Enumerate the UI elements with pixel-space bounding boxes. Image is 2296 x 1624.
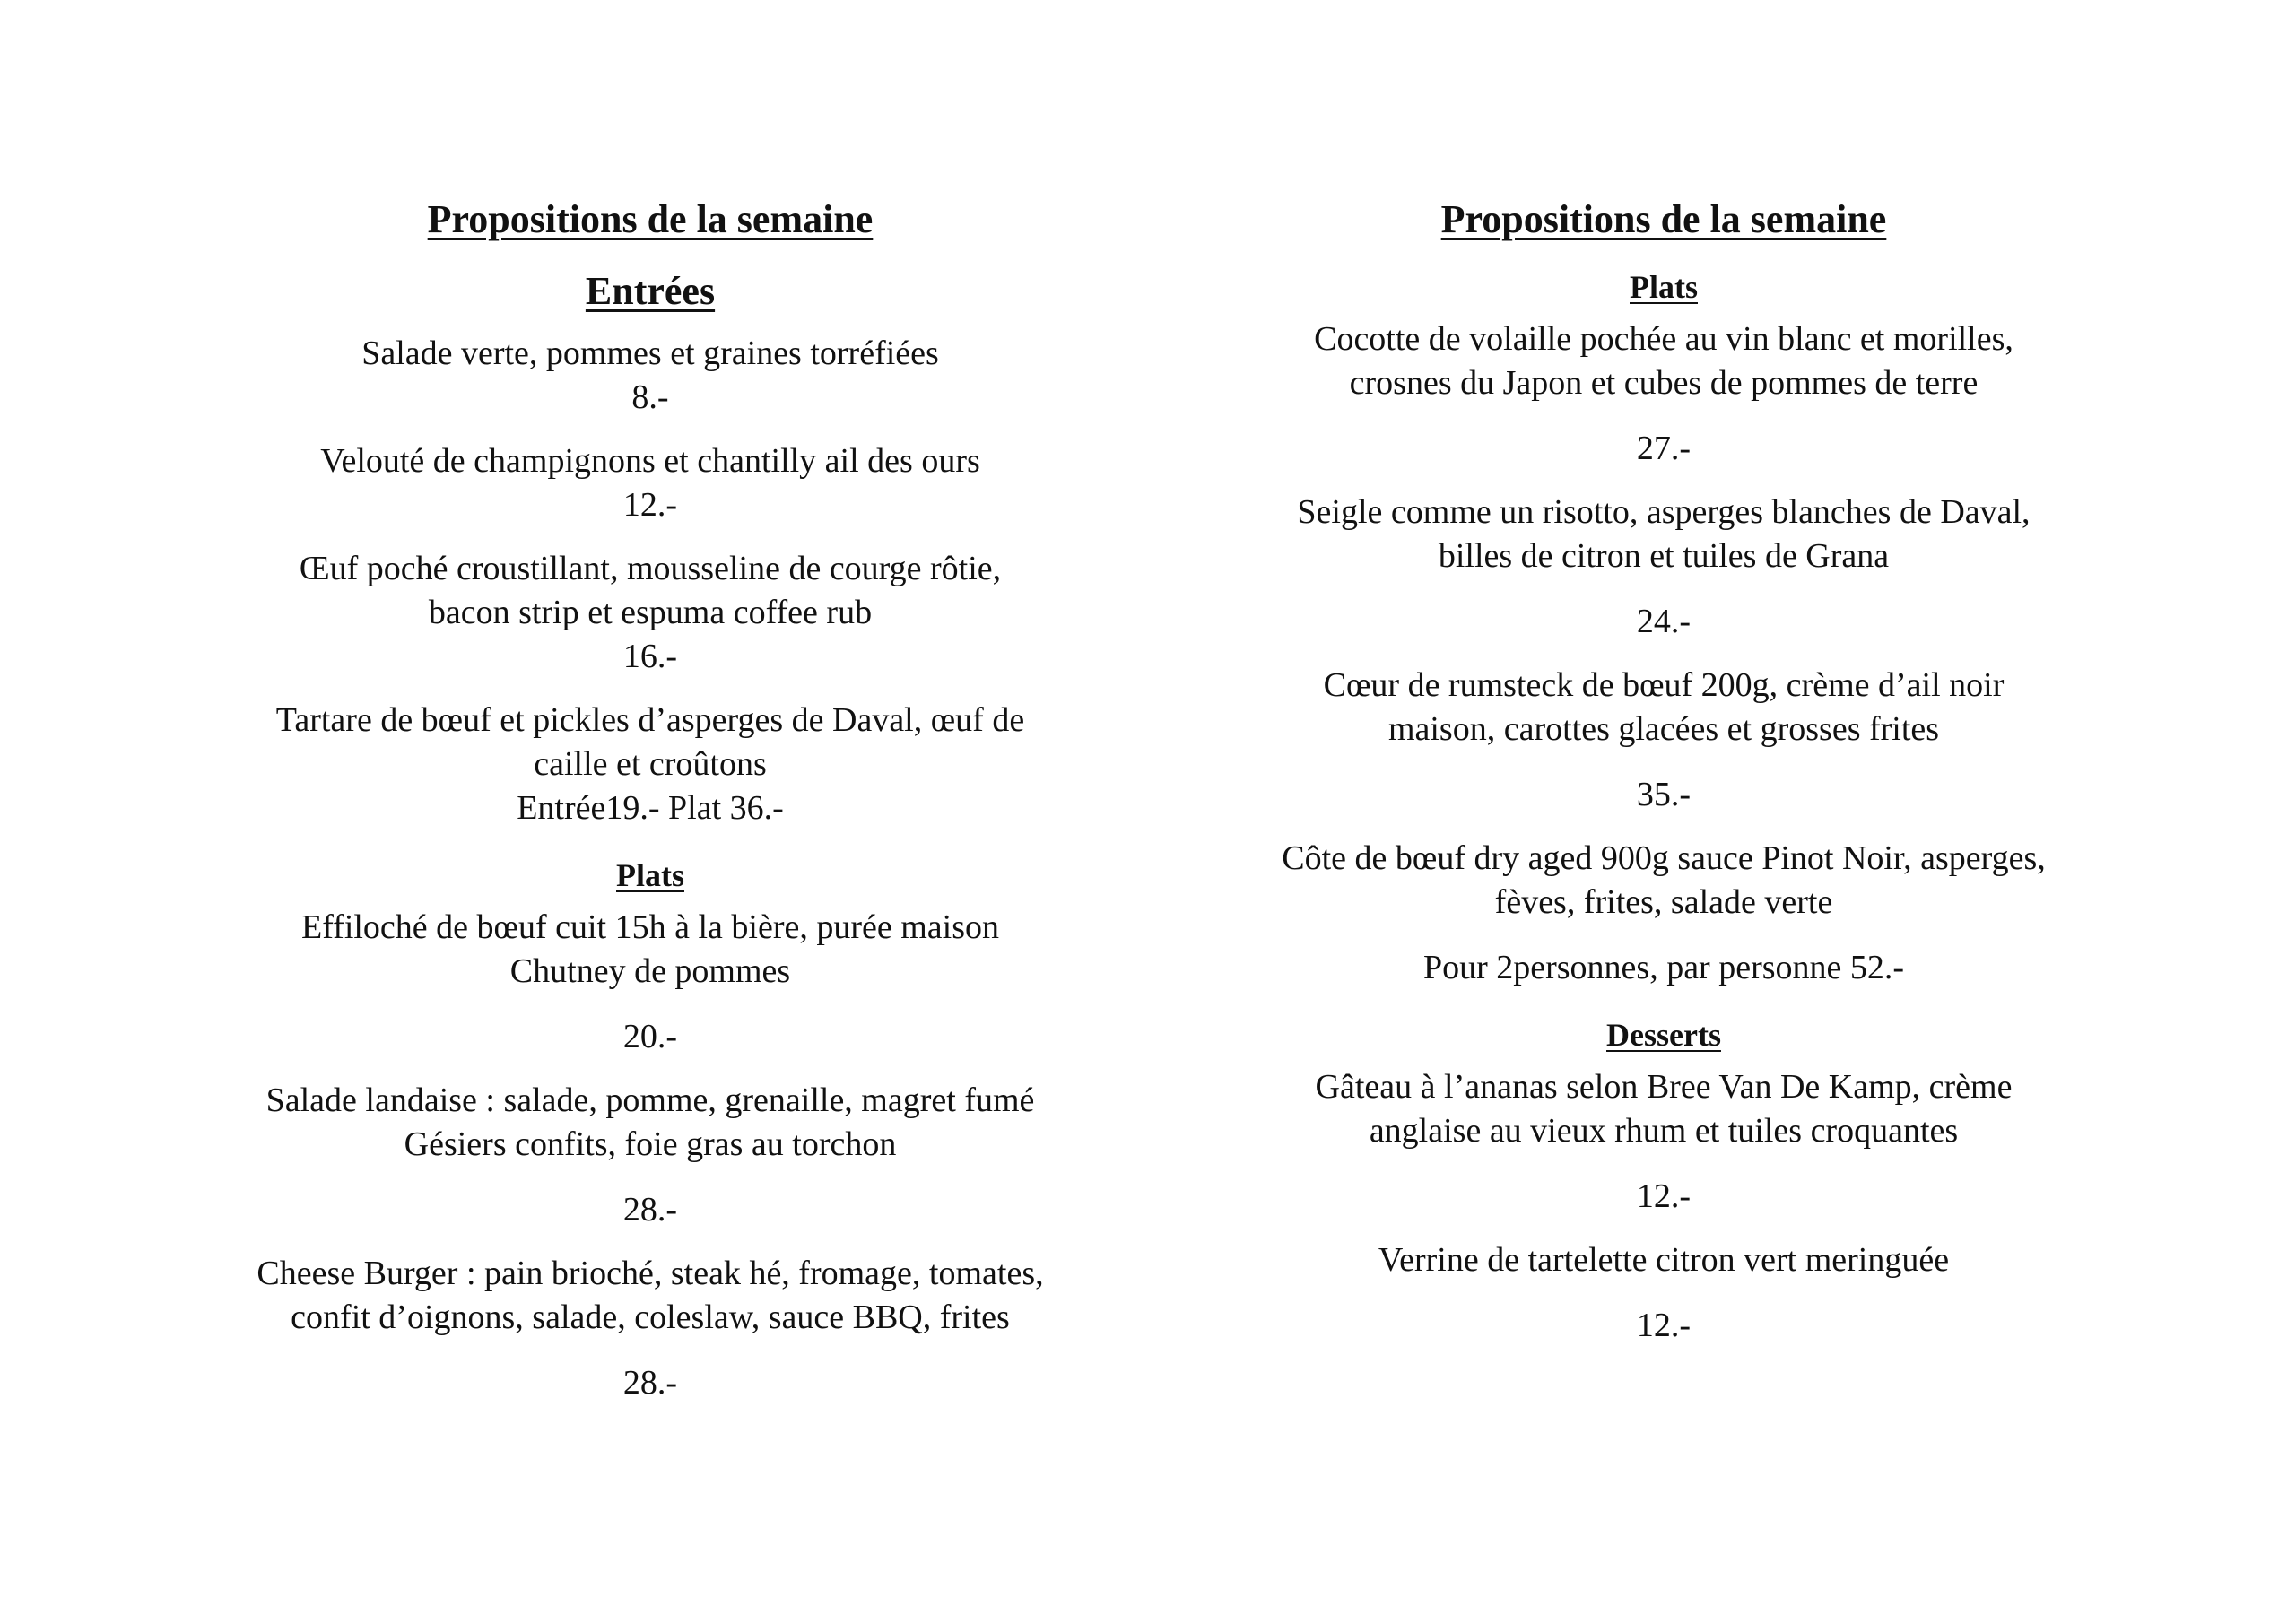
item-description: Velouté de champignons et chantilly ail des ours <box>320 442 980 480</box>
item-description: Gésiers confits, foie gras au torchon <box>404 1125 897 1163</box>
plats-heading: Plats <box>1630 269 1698 305</box>
item-price: 20.- <box>622 1018 678 1055</box>
item-description: crosnes du Japon et cubes de pommes de terre <box>1349 364 1979 402</box>
menu-item <box>144 1252 1157 1405</box>
item-price: 8.- <box>631 378 669 416</box>
item-description: confit d’oignons, salade, coleslaw, sauce BBQ, frites <box>291 1298 1010 1336</box>
item-description: Cheese Burger : pain brioché, steak hé, fromage, tomates, <box>257 1255 1044 1292</box>
item-description: maison, carottes glacées et grosses frites <box>1387 710 1940 748</box>
item-description: Chutney de pommes <box>509 952 791 990</box>
item-description: anglaise au vieux rhum et tuiles croquantes <box>1369 1112 1959 1150</box>
item-description: fèves, frites, salade verte <box>1494 883 1833 921</box>
item-description: Verrine de tartelette citron vert meringuée <box>1378 1241 1950 1279</box>
menu-item <box>1157 317 2170 471</box>
item-description: Cocotte de volaille pochée au vin blanc et morilles, <box>1314 320 2013 358</box>
item-description: Tartare de bœuf et pickles d’asperges de Daval, œuf de <box>275 701 1025 739</box>
item-description: Effiloché de bœuf cuit 15h à la bière, purée maison <box>300 908 1000 946</box>
item-description: Salade verte, pommes et graines torréfiées <box>361 334 939 372</box>
item-price: 12.- <box>622 486 678 524</box>
menu-item <box>144 699 1157 830</box>
menu-item <box>1157 1238 2170 1348</box>
item-price: 27.- <box>1636 430 1692 467</box>
menu-item <box>1157 837 2170 990</box>
menu-item <box>1157 1065 2170 1219</box>
item-description: Côte de bœuf dry aged 900g sauce Pinot Noir, asperges, <box>1282 839 2046 877</box>
menu-item <box>1157 491 2170 644</box>
desserts-heading: Desserts <box>1606 1017 1721 1053</box>
item-price: 35.- <box>1636 776 1692 813</box>
menu-item <box>1157 664 2170 817</box>
item-description: Salade landaise : salade, pomme, grenaille, magret fumé <box>265 1081 1035 1119</box>
menu-item <box>144 906 1157 1059</box>
menu-item <box>144 332 1157 420</box>
left-page-title: Propositions de la semaine <box>427 197 874 241</box>
menu-item <box>144 547 1157 679</box>
menu-item <box>144 439 1157 527</box>
item-price: 12.- <box>1636 1307 1692 1344</box>
item-price: 16.- <box>622 638 678 675</box>
left-menu-column <box>144 188 1157 1425</box>
item-description: bacon strip et espuma coffee rub <box>428 594 873 631</box>
menu-item <box>144 1079 1157 1232</box>
item-price: 28.- <box>622 1364 678 1402</box>
item-price: 12.- <box>1636 1177 1692 1215</box>
item-price: Pour 2personnes, par personne 52.- <box>1422 949 1905 986</box>
item-description: Œuf poché croustillant, mousseline de courge rôtie, <box>299 550 1002 587</box>
item-price: Entrée19.- Plat 36.- <box>517 789 784 827</box>
item-description: caille et croûtons <box>534 745 767 783</box>
item-description: Seigle comme un risotto, asperges blanches de Daval, <box>1297 493 2031 531</box>
item-description: billes de citron et tuiles de Grana <box>1438 537 1890 575</box>
right-page-title: Propositions de la semaine <box>1440 197 1887 241</box>
plats-heading: Plats <box>616 857 684 893</box>
item-price: 28.- <box>622 1191 678 1229</box>
right-menu-column <box>1157 188 2170 1368</box>
item-description: Gâteau à l’ananas selon Bree Van De Kamp, crème <box>1315 1068 2013 1106</box>
item-price: 24.- <box>1636 603 1692 640</box>
item-description: Cœur de rumsteck de bœuf 200g, crème d’ail noir <box>1323 666 2005 704</box>
entrees-heading: Entrées <box>585 269 716 313</box>
